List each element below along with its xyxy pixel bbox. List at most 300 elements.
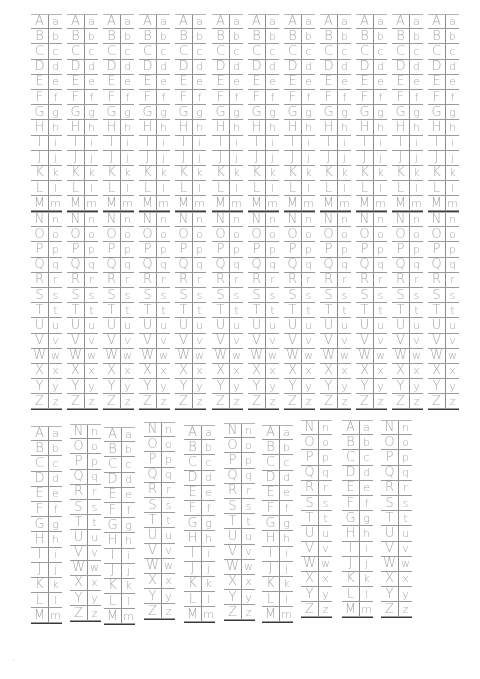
letter-row xyxy=(262,547,293,562)
letter-row xyxy=(301,542,332,557)
lowercase-letter: s xyxy=(120,288,134,302)
letter-row xyxy=(320,379,351,394)
lowercase-letter: q xyxy=(87,470,101,484)
letter-row xyxy=(139,318,170,333)
uppercase-letter: X xyxy=(148,573,157,589)
lowercase-letter: t xyxy=(373,303,387,317)
letter-row xyxy=(284,273,315,288)
uppercase-letter: S xyxy=(360,287,369,303)
letter-row xyxy=(356,303,387,318)
uppercase-letter: K xyxy=(143,165,152,181)
lowercase-letter: m xyxy=(48,196,62,210)
lowercase-letter: x xyxy=(120,364,134,378)
letter-row xyxy=(103,105,134,120)
uppercase-letter: O xyxy=(34,226,45,242)
uppercase-letter: N xyxy=(227,423,238,439)
uppercase-letter: L xyxy=(360,180,369,196)
letter-row xyxy=(67,379,98,394)
lowercase-letter: o xyxy=(192,227,206,241)
lowercase-letter: y xyxy=(241,590,255,604)
lowercase-letter: f xyxy=(373,90,387,104)
letter-row xyxy=(104,488,135,503)
letter-row xyxy=(356,273,387,288)
uppercase-letter: M xyxy=(177,195,190,211)
lowercase-letter: l xyxy=(48,593,62,607)
letter-strip-second-21 xyxy=(356,212,387,409)
letter-row xyxy=(342,420,373,435)
uppercase-letter: U xyxy=(323,317,334,333)
uppercase-letter: E xyxy=(288,74,297,90)
letter-row xyxy=(67,120,98,135)
letter-row xyxy=(224,605,255,620)
letter-row xyxy=(262,440,293,455)
letter-row xyxy=(392,394,423,409)
uppercase-letter: Q xyxy=(431,257,442,273)
uppercase-letter: Q xyxy=(323,257,334,273)
lowercase-letter: r xyxy=(318,481,332,495)
lowercase-letter: m xyxy=(337,196,351,210)
uppercase-letter: K xyxy=(71,165,80,181)
uppercase-letter: H xyxy=(106,119,117,135)
uppercase-letter: M xyxy=(286,195,299,211)
uppercase-letter: W xyxy=(358,348,371,364)
letter-row xyxy=(31,258,62,273)
lowercase-letter: k xyxy=(445,166,459,180)
letter-row xyxy=(381,450,412,465)
lowercase-letter: k xyxy=(373,166,387,180)
uppercase-letter: L xyxy=(288,180,297,196)
uppercase-letter: K xyxy=(35,165,44,181)
uppercase-letter: D xyxy=(359,59,370,75)
letter-strip-second-29 xyxy=(224,423,255,620)
letter-row xyxy=(212,136,243,151)
uppercase-letter: J xyxy=(181,150,186,166)
uppercase-letter: I xyxy=(254,135,259,151)
uppercase-letter: X xyxy=(324,363,333,379)
lowercase-letter: u xyxy=(337,318,351,332)
letter-row xyxy=(31,75,62,90)
lowercase-letter: u xyxy=(241,529,255,543)
lowercase-letter: z xyxy=(301,394,315,408)
uppercase-letter: S xyxy=(148,497,157,513)
uppercase-letter: D xyxy=(431,59,442,75)
lowercase-letter: c xyxy=(409,44,423,58)
lowercase-letter: b xyxy=(156,29,170,43)
uppercase-letter: E xyxy=(108,487,117,503)
uppercase-letter: J xyxy=(73,150,78,166)
letter-row xyxy=(428,29,459,44)
uppercase-letter: E xyxy=(188,485,197,501)
lowercase-letter: z xyxy=(87,606,101,620)
uppercase-letter: S xyxy=(143,287,152,303)
lowercase-letter: c xyxy=(359,450,373,464)
uppercase-letter: R xyxy=(304,480,315,496)
letter-row xyxy=(139,29,170,44)
lowercase-letter: x xyxy=(84,364,98,378)
lowercase-letter: g xyxy=(301,105,315,119)
lowercase-letter: h xyxy=(201,531,215,545)
uppercase-letter: Q xyxy=(34,257,45,273)
lowercase-letter: h xyxy=(121,533,135,547)
letter-row xyxy=(284,318,315,333)
lowercase-letter: y xyxy=(445,379,459,393)
uppercase-letter: A xyxy=(107,14,116,30)
uppercase-letter: X xyxy=(74,575,83,591)
letter-strip-first-30 xyxy=(262,425,293,622)
lowercase-letter: s xyxy=(156,288,170,302)
letter-row xyxy=(320,303,351,318)
letter-row xyxy=(70,561,101,576)
lowercase-letter: p xyxy=(301,242,315,256)
letter-row xyxy=(212,196,243,211)
uppercase-letter: V xyxy=(107,333,116,349)
letter-row xyxy=(144,559,175,574)
letter-row xyxy=(103,227,134,242)
lowercase-letter: y xyxy=(161,589,175,603)
uppercase-letter: E xyxy=(396,74,405,90)
uppercase-letter: P xyxy=(228,452,237,468)
letter-row xyxy=(67,136,98,151)
letter-row xyxy=(301,435,332,450)
lowercase-letter: z xyxy=(445,394,459,408)
lowercase-letter: y xyxy=(87,591,101,605)
lowercase-letter: d xyxy=(84,60,98,74)
letter-row xyxy=(284,242,315,257)
letter-row xyxy=(392,227,423,242)
lowercase-letter: v xyxy=(373,334,387,348)
letter-row xyxy=(262,501,293,516)
letter-row xyxy=(320,29,351,44)
lowercase-letter: p xyxy=(161,452,175,466)
letter-row xyxy=(320,166,351,181)
lowercase-letter: h xyxy=(120,120,134,134)
letter-row xyxy=(284,334,315,349)
uppercase-letter: N xyxy=(34,212,45,228)
lowercase-letter: a xyxy=(192,15,206,28)
lowercase-letter: v xyxy=(229,334,243,348)
letter-row xyxy=(301,450,332,465)
lowercase-letter: o xyxy=(229,227,243,241)
uppercase-letter: F xyxy=(107,89,116,105)
letter-row xyxy=(175,258,206,273)
uppercase-letter: A xyxy=(324,14,333,30)
uppercase-letter: T xyxy=(179,302,188,318)
lowercase-letter: w xyxy=(229,349,243,363)
uppercase-letter: T xyxy=(216,302,225,318)
lowercase-letter: e xyxy=(120,75,134,89)
lowercase-letter: m xyxy=(445,196,459,210)
uppercase-letter: L xyxy=(35,592,44,608)
letter-row xyxy=(31,105,62,120)
lowercase-letter: p xyxy=(398,450,412,464)
letter-row xyxy=(104,533,135,548)
letter-row xyxy=(284,60,315,75)
uppercase-letter: Q xyxy=(251,257,262,273)
uppercase-letter: B xyxy=(143,28,152,44)
uppercase-letter: G xyxy=(70,104,81,120)
lowercase-letter: g xyxy=(201,516,215,530)
lowercase-letter: m xyxy=(229,196,243,210)
uppercase-letter: B xyxy=(288,28,297,44)
letter-row xyxy=(104,442,135,457)
lowercase-letter: b xyxy=(121,442,135,456)
letter-row xyxy=(224,514,255,529)
uppercase-letter: F xyxy=(432,89,441,105)
letter-row xyxy=(428,288,459,303)
uppercase-letter: K xyxy=(360,165,369,181)
uppercase-letter: I xyxy=(362,135,367,151)
uppercase-letter: I xyxy=(181,135,186,151)
lowercase-letter: a xyxy=(373,15,387,28)
lowercase-letter: u xyxy=(84,318,98,332)
letter-row xyxy=(320,196,351,211)
uppercase-letter: R xyxy=(34,272,45,288)
uppercase-letter: H xyxy=(34,119,45,135)
letter-row xyxy=(67,242,98,257)
lowercase-letter: i xyxy=(359,542,373,556)
lowercase-letter: f xyxy=(120,90,134,104)
uppercase-letter: B xyxy=(360,28,369,44)
letter-row xyxy=(392,120,423,135)
letter-row xyxy=(248,318,279,333)
lowercase-letter: m xyxy=(201,607,215,621)
letter-row xyxy=(392,75,423,90)
letter-row xyxy=(67,105,98,120)
letter-strip-second-14 xyxy=(103,212,134,409)
uppercase-letter: G xyxy=(142,104,153,120)
uppercase-letter: R xyxy=(70,272,81,288)
letter-row xyxy=(67,258,98,273)
uppercase-letter: V xyxy=(385,541,394,557)
letter-row xyxy=(184,531,215,546)
lowercase-letter: n xyxy=(373,213,387,226)
letter-row xyxy=(184,501,215,516)
letter-strip-second-22 xyxy=(392,212,423,409)
uppercase-letter: A xyxy=(360,14,369,30)
lowercase-letter: x xyxy=(409,364,423,378)
letter-row xyxy=(103,349,134,364)
letter-row xyxy=(175,136,206,151)
letter-row xyxy=(31,318,62,333)
letter-row xyxy=(103,258,134,273)
lowercase-letter: y xyxy=(318,587,332,601)
uppercase-letter: S xyxy=(216,287,225,303)
uppercase-letter: M xyxy=(322,195,335,211)
uppercase-letter: T xyxy=(71,302,80,318)
uppercase-letter: C xyxy=(34,455,45,471)
uppercase-letter: P xyxy=(107,241,116,257)
letter-strip-second-13 xyxy=(67,212,98,409)
lowercase-letter: n xyxy=(337,213,351,226)
lowercase-letter: x xyxy=(373,364,387,378)
uppercase-letter: R xyxy=(215,272,226,288)
letter-row xyxy=(342,450,373,465)
letter-row xyxy=(184,486,215,501)
uppercase-letter: D xyxy=(178,59,189,75)
lowercase-letter: d xyxy=(156,60,170,74)
uppercase-letter: N xyxy=(142,212,153,228)
letter-row xyxy=(381,435,412,450)
letter-row xyxy=(31,548,62,563)
lowercase-letter: z xyxy=(241,605,255,619)
uppercase-letter: N xyxy=(178,212,189,228)
letter-row xyxy=(284,349,315,364)
uppercase-letter: C xyxy=(142,43,153,59)
uppercase-letter: K xyxy=(288,165,297,181)
letter-row xyxy=(31,394,62,409)
uppercase-letter: N xyxy=(73,424,84,440)
lowercase-letter: o xyxy=(301,227,315,241)
uppercase-letter: X xyxy=(143,363,152,379)
uppercase-letter: V xyxy=(143,333,152,349)
uppercase-letter: J xyxy=(254,150,259,166)
letter-row xyxy=(262,592,293,607)
letter-row xyxy=(67,318,98,333)
lowercase-letter: f xyxy=(229,90,243,104)
letter-row xyxy=(144,483,175,498)
uppercase-letter: X xyxy=(107,363,116,379)
lowercase-letter: a xyxy=(48,427,62,440)
lowercase-letter: e xyxy=(84,75,98,89)
uppercase-letter: M xyxy=(33,607,46,623)
lowercase-letter: m xyxy=(121,609,135,623)
uppercase-letter: O xyxy=(106,226,117,242)
lowercase-letter: r xyxy=(156,273,170,287)
letter-row xyxy=(356,394,387,409)
letter-row xyxy=(31,212,62,227)
uppercase-letter: G xyxy=(34,104,45,120)
uppercase-letter: Q xyxy=(384,465,395,481)
lowercase-letter: d xyxy=(201,471,215,485)
uppercase-letter: Z xyxy=(35,393,44,409)
letter-row xyxy=(103,136,134,151)
lowercase-letter: w xyxy=(301,349,315,363)
lowercase-letter: c xyxy=(279,455,293,469)
letter-row xyxy=(175,303,206,318)
letter-row xyxy=(31,44,62,59)
uppercase-letter: T xyxy=(35,302,44,318)
letter-row xyxy=(320,44,351,59)
lowercase-letter: o xyxy=(48,227,62,241)
letter-row xyxy=(320,14,351,29)
uppercase-letter: P xyxy=(360,241,369,257)
letter-row xyxy=(428,212,459,227)
lowercase-letter: n xyxy=(84,213,98,226)
uppercase-letter: D xyxy=(265,470,276,486)
letter-row xyxy=(301,526,332,541)
uppercase-letter: G xyxy=(251,104,262,120)
letter-strip-second-17 xyxy=(212,212,243,409)
lowercase-letter: r xyxy=(48,273,62,287)
lowercase-letter: q xyxy=(156,258,170,272)
lowercase-letter: s xyxy=(192,288,206,302)
uppercase-letter: Z xyxy=(228,604,237,620)
lowercase-letter: z xyxy=(373,394,387,408)
lowercase-letter: w xyxy=(48,349,62,363)
uppercase-letter: F xyxy=(324,89,333,105)
lowercase-letter: r xyxy=(241,484,255,498)
letter-strip-first-3 xyxy=(139,14,170,211)
lowercase-letter: j xyxy=(359,557,373,571)
letter-row xyxy=(175,318,206,333)
lowercase-letter: t xyxy=(398,511,412,525)
lowercase-letter: w xyxy=(265,349,279,363)
letter-row xyxy=(67,14,98,29)
letter-row xyxy=(70,591,101,606)
letter-row xyxy=(392,258,423,273)
lowercase-letter: o xyxy=(265,227,279,241)
letter-row xyxy=(248,75,279,90)
lowercase-letter: r xyxy=(161,483,175,497)
lowercase-letter: x xyxy=(161,574,175,588)
lowercase-letter: z xyxy=(161,604,175,618)
uppercase-letter: H xyxy=(107,532,118,548)
uppercase-letter: M xyxy=(186,606,199,622)
uppercase-letter: O xyxy=(384,434,395,450)
letter-row xyxy=(320,151,351,166)
lowercase-letter: q xyxy=(48,258,62,272)
letter-row xyxy=(31,60,62,75)
uppercase-letter: F xyxy=(216,89,225,105)
lowercase-letter: a xyxy=(229,15,243,28)
letter-row xyxy=(428,227,459,242)
lowercase-letter: z xyxy=(120,394,134,408)
letter-row xyxy=(248,242,279,257)
lowercase-letter: k xyxy=(192,166,206,180)
letter-row xyxy=(67,166,98,181)
lowercase-letter: w xyxy=(373,349,387,363)
uppercase-letter: I xyxy=(326,135,331,151)
letter-row xyxy=(67,181,98,196)
lowercase-letter: b xyxy=(192,29,206,43)
uppercase-letter: U xyxy=(178,317,189,333)
letter-row xyxy=(392,166,423,181)
uppercase-letter: U xyxy=(304,525,315,541)
lowercase-letter: g xyxy=(120,105,134,119)
lowercase-letter: n xyxy=(87,425,101,438)
uppercase-letter: S xyxy=(432,287,441,303)
letter-row xyxy=(184,440,215,455)
lowercase-letter: u xyxy=(48,318,62,332)
letter-row xyxy=(428,303,459,318)
lowercase-letter: f xyxy=(337,90,351,104)
lowercase-letter: v xyxy=(318,542,332,556)
uppercase-letter: A xyxy=(266,425,275,441)
lowercase-letter: m xyxy=(373,196,387,210)
lowercase-letter: j xyxy=(84,151,98,165)
uppercase-letter: Q xyxy=(147,467,158,483)
uppercase-letter: X xyxy=(360,363,369,379)
letter-row xyxy=(320,318,351,333)
letter-row xyxy=(139,273,170,288)
letter-row xyxy=(67,29,98,44)
letter-row xyxy=(175,227,206,242)
letter-row xyxy=(356,166,387,181)
lowercase-letter: y xyxy=(192,379,206,393)
lowercase-letter: p xyxy=(445,242,459,256)
uppercase-letter: Y xyxy=(324,378,333,394)
uppercase-letter: E xyxy=(107,74,116,90)
letter-row xyxy=(67,288,98,303)
letter-row xyxy=(139,196,170,211)
lowercase-letter: s xyxy=(265,288,279,302)
uppercase-letter: H xyxy=(178,119,189,135)
lowercase-letter: t xyxy=(87,515,101,529)
letter-row xyxy=(144,498,175,513)
lowercase-letter: t xyxy=(84,303,98,317)
uppercase-letter: M xyxy=(250,195,263,211)
lowercase-letter: s xyxy=(241,499,255,513)
